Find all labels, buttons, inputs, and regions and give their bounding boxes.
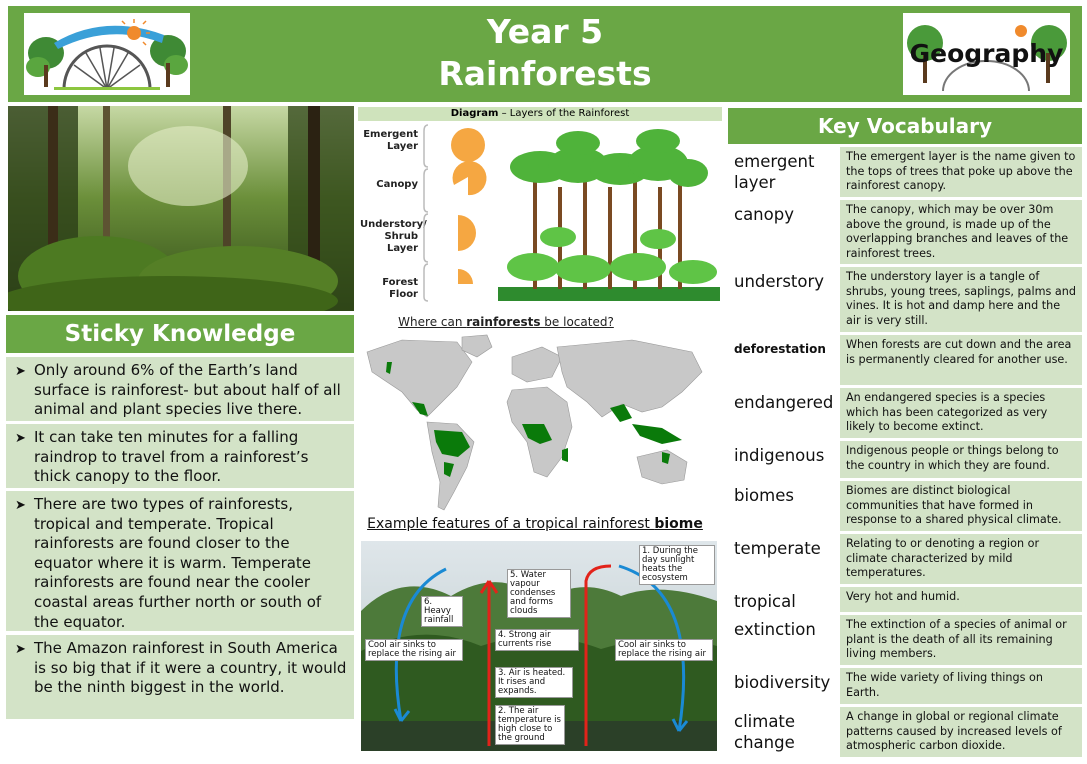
vocab-row: [728, 335, 1082, 385]
vocab-term: extinction: [728, 615, 838, 665]
vocab-row: [728, 481, 1082, 531]
arrow-bullet-icon: ➤: [15, 498, 26, 513]
vocab-row: [728, 587, 1082, 612]
biome-water-cycle-image: [361, 541, 717, 751]
biome-example-title: Example features of a tropical rainforest biome: [367, 516, 703, 532]
biome-label: 3. Air is heated. It rises and expands.: [495, 667, 573, 698]
vocab-term: indigenous: [728, 441, 838, 478]
biome-label: 2. The air temperature is high close to the ground: [495, 705, 565, 745]
sticky-fact: [6, 357, 354, 421]
sticky-fact-text: There are two types of rainforests, tropical and temperate. Tropical rainforests are found closer to the equator where it is warm. Temperate rainforests are found near the cooler coastal areas further north or south of the equator.: [34, 495, 322, 631]
page-title-topic: Rainforests: [438, 54, 652, 93]
vocab-term: understory: [728, 267, 838, 332]
biome-label: Cool air sinks to replace the rising air: [615, 639, 713, 661]
key-vocabulary-heading: Key Vocabulary: [728, 108, 1082, 144]
vocab-row: [728, 707, 1082, 757]
arrow-bullet-icon: ➤: [15, 364, 26, 379]
rainforest-layers-diagram: [358, 107, 722, 305]
vocab-definition: When forests are cut down and the area is permanently cleared for another use.: [840, 335, 1082, 385]
vocab-term: canopy: [728, 200, 838, 264]
sticky-knowledge-heading: Sticky Knowledge: [6, 315, 354, 353]
vocab-term: climate change: [728, 707, 838, 757]
world-rainforest-map: [362, 332, 710, 514]
vocab-row: [728, 441, 1082, 478]
vocab-term: emergent layer: [728, 147, 838, 197]
sticky-fact: [6, 424, 354, 488]
vocab-row: [728, 147, 1082, 197]
biome-label: 5. Water vapour condenses and forms clouds: [507, 569, 571, 618]
biome-label: 1. During the day sunlight heats the ecosystem: [639, 545, 715, 585]
vocab-definition: An endangered species is a species which has been categorized as very likely to become extinct.: [840, 388, 1082, 438]
rainforest-photo: [8, 106, 354, 311]
arrow-bullet-icon: ➤: [15, 642, 26, 657]
diagram-title: Diagram – Layers of the Rainforest: [358, 107, 722, 121]
map-question: Where can rainforests be located?: [398, 315, 614, 329]
layer-label-emergent: Emergent Layer: [363, 129, 418, 152]
vocab-definition: Relating to or denoting a region or climate characterized by mild temperatures.: [840, 534, 1082, 584]
vocab-term: biomes: [728, 481, 838, 531]
vocab-definition: The wide variety of living things on Earth.: [840, 668, 1082, 704]
header-banner: [8, 6, 1082, 102]
vocab-term: temperate: [728, 534, 838, 584]
arrow-bullet-icon: ➤: [15, 431, 26, 446]
sticky-fact: [6, 635, 354, 719]
vocab-row: [728, 267, 1082, 332]
vocab-row: [728, 668, 1082, 704]
vocab-definition: The emergent layer is the name given to the tops of trees that poke up above the rainforest canopy.: [840, 147, 1082, 197]
vocab-definition: Biomes are distinct biological communities that have formed in response to a shared physical climate.: [840, 481, 1082, 531]
vocab-definition: Indigenous people or things belong to the country in which they are found.: [840, 441, 1082, 478]
vocab-definition: The understory layer is a tangle of shrubs, young trees, saplings, palms and vines. It is hot and damp here and the air is very still.: [840, 267, 1082, 332]
vocab-definition: Very hot and humid.: [840, 587, 1082, 612]
vocab-row: [728, 388, 1082, 438]
sticky-fact-text: Only around 6% of the Earth’s land surface is rainforest- but about half of all animal and plant species live there.: [34, 361, 341, 419]
biome-label: 6. Heavy rainfall: [421, 596, 463, 627]
subject-logo: [903, 13, 1070, 95]
vocab-term: tropical: [728, 587, 838, 612]
vocab-row: [728, 615, 1082, 665]
layer-label-understory: Understory/ Shrub Layer: [360, 219, 427, 254]
layer-pie-icons: [358, 107, 722, 305]
sticky-fact-text: It can take ten minutes for a falling raindrop to travel from a rainforest’s thick canopy to the floor.: [34, 428, 309, 486]
vocab-definition: The extinction of a species of animal or plant is the death of all its remaining living members.: [840, 615, 1082, 665]
sticky-fact-text: The Amazon rainforest in South America is so big that if it were a country, it would be the ninth biggest in the world.: [34, 639, 347, 697]
biome-label: 4. Strong air currents rise: [495, 629, 579, 651]
subject-label: Geography: [909, 39, 1064, 68]
vocab-row: [728, 200, 1082, 264]
biome-label: Cool air sinks to replace the rising air: [365, 639, 463, 661]
vocab-term: deforestation: [728, 335, 838, 385]
vocab-term: endangered: [728, 388, 838, 438]
sticky-fact: [6, 491, 354, 631]
layer-label-forest-floor: Forest Floor: [382, 277, 418, 300]
vocab-definition: The canopy, which may be over 30m above the ground, is made up of the overlapping branches and leaves of the rainforest trees.: [840, 200, 1082, 264]
vocab-row: [728, 534, 1082, 584]
page-title-year: Year 5: [486, 12, 604, 51]
layer-label-canopy: Canopy: [376, 179, 418, 190]
vocab-term: biodiversity: [728, 668, 838, 704]
vocab-definition: A change in global or regional climate patterns caused by increased levels of atmospheric carbon dioxide.: [840, 707, 1082, 757]
